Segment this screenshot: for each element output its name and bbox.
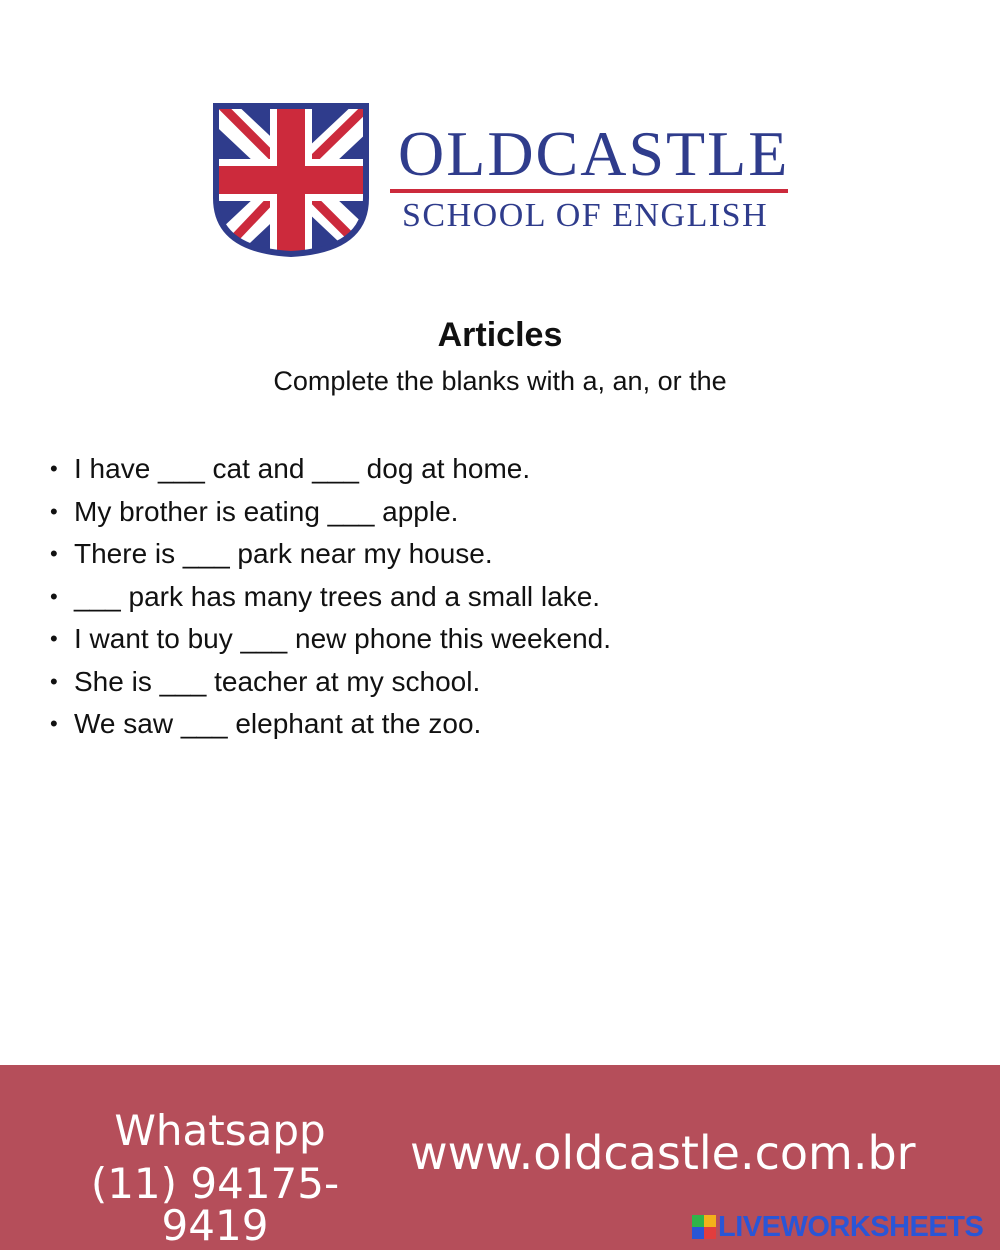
whatsapp-label: Whatsapp bbox=[114, 1106, 326, 1155]
exercise-item: • We saw ___ elephant at the zoo. bbox=[50, 703, 611, 746]
exercise-list bbox=[50, 448, 611, 746]
website-link[interactable]: www.oldcastle.com.br bbox=[410, 1126, 916, 1180]
exercise-item: • My brother is eating ___ apple. bbox=[50, 491, 611, 534]
whatsapp-number: (11) 94175-9419 bbox=[90, 1159, 340, 1250]
exercise-item: • I want to buy ___ new phone this weekend. bbox=[50, 618, 611, 661]
liveworksheets-text: LIVEWORKSHEETS bbox=[718, 1210, 984, 1243]
exercise-item: • I have ___ cat and ___ dog at home. bbox=[50, 448, 611, 491]
logo-subtitle: SCHOOL OF ENGLISH bbox=[402, 197, 769, 234]
exercise-item: • There is ___ park near my house. bbox=[50, 533, 611, 576]
liveworksheets-watermark[interactable] bbox=[692, 1212, 983, 1242]
logo-name: OLDCASTLE bbox=[398, 118, 790, 189]
worksheet-instruction: Complete the blanks with a, an, or the bbox=[273, 366, 727, 396]
exercise-item: • She is ___ teacher at my school. bbox=[50, 661, 611, 704]
exercise-item: • ___ park has many trees and a small lake. bbox=[50, 576, 611, 619]
worksheet-title: Articles bbox=[437, 316, 563, 354]
logo-divider bbox=[390, 189, 788, 193]
liveworksheets-icon bbox=[692, 1215, 716, 1239]
